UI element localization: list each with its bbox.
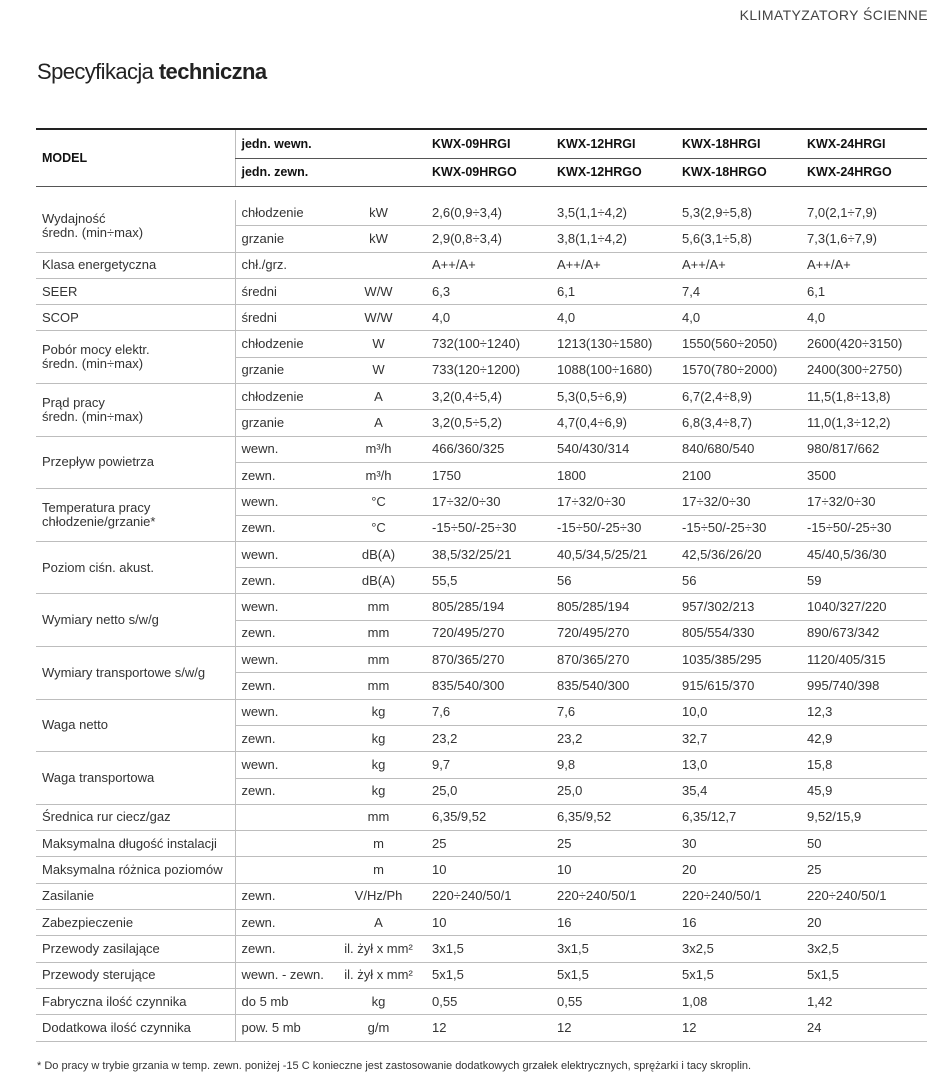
- parameter-condition: chłodzenie: [235, 384, 335, 410]
- spec-value: 35,4: [678, 778, 803, 804]
- spec-row: [36, 831, 927, 857]
- parameter-unit: °C: [335, 515, 428, 541]
- spec-value: 20: [678, 857, 803, 883]
- parameter-unit: kg: [335, 752, 428, 778]
- parameter-unit: mm: [335, 620, 428, 646]
- spec-value: 17÷32/0÷30: [553, 489, 678, 515]
- parameter-unit: kg: [335, 778, 428, 804]
- spec-value: 10: [553, 857, 678, 883]
- header-row-indoor: [36, 129, 927, 158]
- spec-value: 1,42: [803, 988, 927, 1014]
- parameter-condition: wewn.: [235, 489, 335, 515]
- spec-value: -15÷50/-25÷30: [803, 515, 927, 541]
- spec-value: 32,7: [678, 725, 803, 751]
- spec-value: 11,5(1,8÷13,8): [803, 384, 927, 410]
- spec-value: 1,08: [678, 988, 803, 1014]
- parameter-label: Wymiary transportowe s/w/g: [36, 647, 235, 700]
- parameter-label: Temperatura pracy chłodzenie/grzanie*: [36, 489, 235, 542]
- parameter-condition: zewn.: [235, 673, 335, 699]
- parameter-unit: il. żył x mm²: [335, 936, 428, 962]
- spec-value: 10: [428, 910, 553, 936]
- parameter-unit: il. żył x mm²: [335, 962, 428, 988]
- parameter-condition: zewn.: [235, 910, 335, 936]
- spec-row: [36, 384, 927, 410]
- spec-value: A++/A+: [428, 252, 553, 278]
- spacer-row: [36, 187, 927, 201]
- parameter-condition: zewn.: [235, 936, 335, 962]
- spec-value: 870/365/270: [553, 647, 678, 673]
- spec-value: 3,8(1,1÷4,2): [553, 226, 678, 252]
- spec-value: 3,5(1,1÷4,2): [553, 200, 678, 226]
- spec-value: 5,3(2,9÷5,8): [678, 200, 803, 226]
- parameter-label: Waga transportowa: [36, 752, 235, 805]
- spec-value: 805/285/194: [553, 594, 678, 620]
- parameter-label: Średnica rur ciecz/gaz: [36, 804, 235, 830]
- spec-value: 835/540/300: [553, 673, 678, 699]
- parameter-label: Przepływ powietrza: [36, 436, 235, 489]
- spec-value: 3x1,5: [553, 936, 678, 962]
- parameter-condition: wewn.: [235, 436, 335, 462]
- spec-value: 25,0: [553, 778, 678, 804]
- parameter-condition: średni: [235, 278, 335, 304]
- spec-row: [36, 436, 927, 462]
- spec-value: 1570(780÷2000): [678, 357, 803, 383]
- parameter-label: Maksymalna różnica poziomów: [36, 857, 235, 883]
- spec-value: 3x2,5: [803, 936, 927, 962]
- parameter-condition: [235, 804, 335, 830]
- parameter-condition: chłodzenie: [235, 331, 335, 357]
- spec-value: 6,1: [803, 278, 927, 304]
- parameter-unit: W/W: [335, 305, 428, 331]
- spec-value: A++/A+: [553, 252, 678, 278]
- spec-value: 6,8(3,4÷8,7): [678, 410, 803, 436]
- spec-value: 1750: [428, 462, 553, 488]
- spec-value: 13,0: [678, 752, 803, 778]
- parameter-condition: grzanie: [235, 357, 335, 383]
- parameter-label: Prąd pracy średn. (min÷max): [36, 384, 235, 437]
- parameter-unit: dB(A): [335, 568, 428, 594]
- parameter-condition: wewn.: [235, 594, 335, 620]
- spec-row: [36, 647, 927, 673]
- spec-value: 6,35/12,7: [678, 804, 803, 830]
- spec-value: 5,3(0,5÷6,9): [553, 384, 678, 410]
- spec-row: [36, 594, 927, 620]
- spec-value: 45/40,5/36/30: [803, 541, 927, 567]
- spec-value: 6,35/9,52: [428, 804, 553, 830]
- spec-row: [36, 252, 927, 278]
- spec-value: 6,35/9,52: [553, 804, 678, 830]
- parameter-unit: m³/h: [335, 436, 428, 462]
- model-label: MODEL: [36, 129, 235, 187]
- spec-value: 220÷240/50/1: [803, 883, 927, 909]
- spec-value: A++/A+: [678, 252, 803, 278]
- spec-value: 2,6(0,9÷3,4): [428, 200, 553, 226]
- parameter-unit: °C: [335, 489, 428, 515]
- spec-value: 835/540/300: [428, 673, 553, 699]
- parameter-condition: zewn.: [235, 778, 335, 804]
- parameter-condition: chł./grz.: [235, 252, 335, 278]
- spec-value: 59: [803, 568, 927, 594]
- spec-value: 4,0: [553, 305, 678, 331]
- parameter-unit: mm: [335, 804, 428, 830]
- category-label: KLIMATYZATORY ŚCIENNE: [739, 7, 928, 23]
- parameter-unit: m: [335, 831, 428, 857]
- parameter-condition: zewn.: [235, 515, 335, 541]
- spec-value: 4,0: [803, 305, 927, 331]
- indoor-unit-label: jedn. wewn.: [235, 129, 428, 158]
- spec-value: 1088(100÷1680): [553, 357, 678, 383]
- parameter-unit: W: [335, 357, 428, 383]
- parameter-condition: [235, 857, 335, 883]
- parameter-unit: g/m: [335, 1015, 428, 1041]
- parameter-condition: do 5 mb: [235, 988, 335, 1014]
- spec-row: [36, 988, 927, 1014]
- indoor-model: KWX-12HRGI: [553, 129, 678, 158]
- spec-value: 220÷240/50/1: [678, 883, 803, 909]
- parameter-unit: [335, 252, 428, 278]
- parameter-unit: kg: [335, 725, 428, 751]
- spec-value: 7,6: [428, 699, 553, 725]
- parameter-unit: A: [335, 410, 428, 436]
- spec-value: 5,6(3,1÷5,8): [678, 226, 803, 252]
- spec-value: 10,0: [678, 699, 803, 725]
- spec-value: 1035/385/295: [678, 647, 803, 673]
- spec-table: [36, 128, 927, 1042]
- spec-row: [36, 752, 927, 778]
- page-title: [37, 59, 267, 85]
- parameter-unit: mm: [335, 673, 428, 699]
- spec-value: 2600(420÷3150): [803, 331, 927, 357]
- spec-row: [36, 278, 927, 304]
- outdoor-model: KWX-18HRGO: [678, 158, 803, 187]
- parameter-unit: W: [335, 331, 428, 357]
- spec-value: 12,3: [803, 699, 927, 725]
- spec-value: 20: [803, 910, 927, 936]
- parameter-condition: grzanie: [235, 410, 335, 436]
- spec-value: 9,7: [428, 752, 553, 778]
- spec-row: [36, 1015, 927, 1041]
- spec-row: [36, 699, 927, 725]
- spec-value: 0,55: [428, 988, 553, 1014]
- spec-value: 1120/405/315: [803, 647, 927, 673]
- spec-value: 840/680/540: [678, 436, 803, 462]
- spec-row: [36, 857, 927, 883]
- parameter-condition: zewn.: [235, 620, 335, 646]
- parameter-label: Pobór mocy elektr. średn. (min÷max): [36, 331, 235, 384]
- parameter-label: Wymiary netto s/w/g: [36, 594, 235, 647]
- parameter-unit: mm: [335, 594, 428, 620]
- spec-value: 6,3: [428, 278, 553, 304]
- spec-value: 56: [553, 568, 678, 594]
- indoor-model: KWX-09HRGI: [428, 129, 553, 158]
- spec-value: 15,8: [803, 752, 927, 778]
- parameter-condition: [235, 831, 335, 857]
- spec-value: 5x1,5: [678, 962, 803, 988]
- spec-row: [36, 936, 927, 962]
- spec-value: 3x2,5: [678, 936, 803, 962]
- spec-value: 42,9: [803, 725, 927, 751]
- outdoor-model: KWX-09HRGO: [428, 158, 553, 187]
- spec-value: 25: [553, 831, 678, 857]
- parameter-condition: wewn.: [235, 647, 335, 673]
- spec-value: 30: [678, 831, 803, 857]
- parameter-unit: mm: [335, 647, 428, 673]
- spacer-cell: [36, 187, 927, 201]
- spec-value: 7,4: [678, 278, 803, 304]
- spec-value: 2100: [678, 462, 803, 488]
- parameter-label: Poziom ciśn. akust.: [36, 541, 235, 594]
- title-bold: techniczna: [158, 59, 267, 84]
- spec-value: 915/615/370: [678, 673, 803, 699]
- spec-value: 24: [803, 1015, 927, 1041]
- parameter-label: Zasilanie: [36, 883, 235, 909]
- parameter-condition: zewn.: [235, 462, 335, 488]
- spec-value: 55,5: [428, 568, 553, 594]
- spec-value: 4,7(0,4÷6,9): [553, 410, 678, 436]
- parameter-label: SEER: [36, 278, 235, 304]
- parameter-condition: zewn.: [235, 883, 335, 909]
- spec-value: 995/740/398: [803, 673, 927, 699]
- title-light: Specyfikacja: [37, 59, 159, 84]
- parameter-label: Klasa energetyczna: [36, 252, 235, 278]
- spec-row: [36, 331, 927, 357]
- spec-value: 4,0: [678, 305, 803, 331]
- spec-value: 3,2(0,5÷5,2): [428, 410, 553, 436]
- spec-value: 7,3(1,6÷7,9): [803, 226, 927, 252]
- spec-value: 42,5/36/26/20: [678, 541, 803, 567]
- spec-row: [36, 804, 927, 830]
- spec-value: 23,2: [428, 725, 553, 751]
- spec-value: 4,0: [428, 305, 553, 331]
- parameter-label: Wydajność średn. (min÷max): [36, 200, 235, 252]
- spec-value: 56: [678, 568, 803, 594]
- spec-value: 17÷32/0÷30: [428, 489, 553, 515]
- spec-value: 720/495/270: [428, 620, 553, 646]
- spec-row: [36, 305, 927, 331]
- spec-value: 10: [428, 857, 553, 883]
- outdoor-unit-label: jedn. zewn.: [235, 158, 428, 187]
- spec-value: 220÷240/50/1: [428, 883, 553, 909]
- spec-value: 3500: [803, 462, 927, 488]
- parameter-label: Dodatkowa ilość czynnika: [36, 1015, 235, 1041]
- spec-value: 5x1,5: [803, 962, 927, 988]
- spec-value: 23,2: [553, 725, 678, 751]
- spec-value: 6,7(2,4÷8,9): [678, 384, 803, 410]
- spec-value: 5x1,5: [428, 962, 553, 988]
- spec-value: 16: [553, 910, 678, 936]
- spec-value: 870/365/270: [428, 647, 553, 673]
- spec-value: -15÷50/-25÷30: [428, 515, 553, 541]
- spec-value: -15÷50/-25÷30: [678, 515, 803, 541]
- parameter-unit: kW: [335, 200, 428, 226]
- spec-value: 733(120÷1200): [428, 357, 553, 383]
- parameter-condition: wewn.: [235, 699, 335, 725]
- spec-value: 7,0(2,1÷7,9): [803, 200, 927, 226]
- parameter-condition: wewn.: [235, 541, 335, 567]
- parameter-condition: wewn. - zewn.: [235, 962, 335, 988]
- footnote: * Do pracy w trybie grzania w temp. zewn. poniżej -15 C konieczne jest zastosowanie dodatkowych grzałek elektrycznych, sprężarki i tacy skroplin.: [37, 1060, 752, 1072]
- parameter-unit: dB(A): [335, 541, 428, 567]
- spec-value: 25,0: [428, 778, 553, 804]
- parameter-label: SCOP: [36, 305, 235, 331]
- parameter-unit: kW: [335, 226, 428, 252]
- spec-value: 466/360/325: [428, 436, 553, 462]
- spec-value: 805/554/330: [678, 620, 803, 646]
- spec-value: 980/817/662: [803, 436, 927, 462]
- spec-value: -15÷50/-25÷30: [553, 515, 678, 541]
- parameter-unit: A: [335, 384, 428, 410]
- outdoor-model: KWX-24HRGO: [803, 158, 927, 187]
- spec-value: 9,8: [553, 752, 678, 778]
- spec-row: [36, 883, 927, 909]
- spec-value: 12: [553, 1015, 678, 1041]
- spec-value: 805/285/194: [428, 594, 553, 620]
- parameter-unit: V/Hz/Ph: [335, 883, 428, 909]
- indoor-model: KWX-18HRGI: [678, 129, 803, 158]
- parameter-label: Przewody sterujące: [36, 962, 235, 988]
- spec-value: 1800: [553, 462, 678, 488]
- spec-value: 3,2(0,4÷5,4): [428, 384, 553, 410]
- parameter-condition: wewn.: [235, 752, 335, 778]
- spec-row: [36, 962, 927, 988]
- spec-value: 11,0(1,3÷12,2): [803, 410, 927, 436]
- spec-value: 17÷32/0÷30: [678, 489, 803, 515]
- spec-value: A++/A+: [803, 252, 927, 278]
- spec-value: 1040/327/220: [803, 594, 927, 620]
- spec-value: 16: [678, 910, 803, 936]
- spec-value: 17÷32/0÷30: [803, 489, 927, 515]
- spec-value: 25: [803, 857, 927, 883]
- parameter-unit: A: [335, 910, 428, 936]
- spec-value: 0,55: [553, 988, 678, 1014]
- spec-value: 890/673/342: [803, 620, 927, 646]
- spec-row: [36, 910, 927, 936]
- indoor-model: KWX-24HRGI: [803, 129, 927, 158]
- spec-value: 25: [428, 831, 553, 857]
- spec-value: 7,6: [553, 699, 678, 725]
- spec-value: 40,5/34,5/25/21: [553, 541, 678, 567]
- parameter-condition: pow. 5 mb: [235, 1015, 335, 1041]
- parameter-label: Przewody zasilające: [36, 936, 235, 962]
- parameter-condition: grzanie: [235, 226, 335, 252]
- spec-value: 1550(560÷2050): [678, 331, 803, 357]
- spec-value: 1213(130÷1580): [553, 331, 678, 357]
- spec-value: 5x1,5: [553, 962, 678, 988]
- spec-value: 45,9: [803, 778, 927, 804]
- spec-value: 720/495/270: [553, 620, 678, 646]
- spec-row: [36, 200, 927, 226]
- spec-value: 2400(300÷2750): [803, 357, 927, 383]
- spec-value: 3x1,5: [428, 936, 553, 962]
- parameter-condition: zewn.: [235, 725, 335, 751]
- spec-body: [36, 187, 927, 1042]
- parameter-label: Maksymalna długość instalacji: [36, 831, 235, 857]
- spec-value: 12: [678, 1015, 803, 1041]
- spec-value: 732(100÷1240): [428, 331, 553, 357]
- parameter-condition: zewn.: [235, 568, 335, 594]
- parameter-condition: chłodzenie: [235, 200, 335, 226]
- parameter-label: Waga netto: [36, 699, 235, 752]
- spec-value: 220÷240/50/1: [553, 883, 678, 909]
- spec-row: [36, 489, 927, 515]
- spec-value: 6,1: [553, 278, 678, 304]
- parameter-condition: średni: [235, 305, 335, 331]
- spec-value: 540/430/314: [553, 436, 678, 462]
- parameter-unit: kg: [335, 699, 428, 725]
- spec-row: [36, 541, 927, 567]
- parameter-label: Fabryczna ilość czynnika: [36, 988, 235, 1014]
- spec-value: 2,9(0,8÷3,4): [428, 226, 553, 252]
- parameter-unit: kg: [335, 988, 428, 1014]
- parameter-unit: W/W: [335, 278, 428, 304]
- parameter-unit: m³/h: [335, 462, 428, 488]
- spec-value: 12: [428, 1015, 553, 1041]
- spec-value: 957/302/213: [678, 594, 803, 620]
- parameter-label: Zabezpieczenie: [36, 910, 235, 936]
- spec-value: 38,5/32/25/21: [428, 541, 553, 567]
- parameter-unit: m: [335, 857, 428, 883]
- spec-value: 50: [803, 831, 927, 857]
- spec-value: 9,52/15,9: [803, 804, 927, 830]
- outdoor-model: KWX-12HRGO: [553, 158, 678, 187]
